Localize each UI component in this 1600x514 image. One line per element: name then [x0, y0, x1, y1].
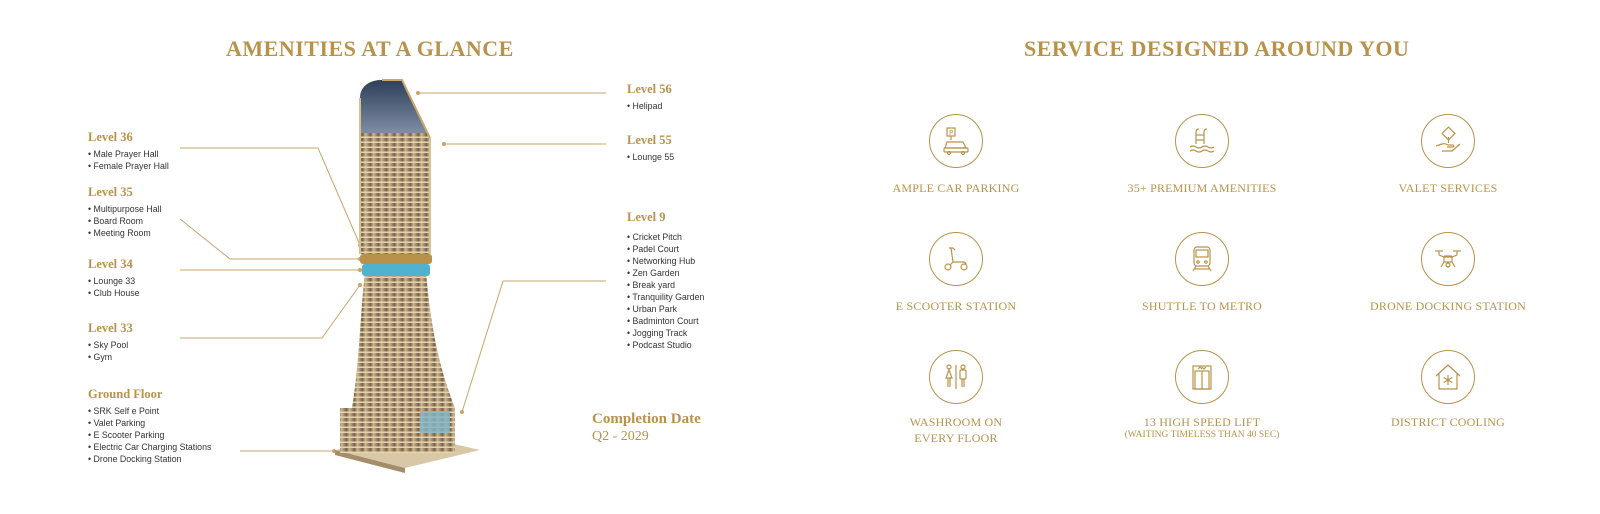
service-e-scooter: [846, 232, 1066, 314]
service-label: DISTRICT COOLING: [1391, 415, 1505, 429]
level-34-block: [88, 257, 140, 299]
level-name: Level 35: [88, 185, 133, 199]
elevator-icon: [1175, 350, 1229, 404]
service-drone-docking: [1338, 232, 1558, 314]
amenity-item: • Valet Parking: [88, 417, 211, 429]
amenity-item: • Jogging Track: [627, 327, 704, 339]
amenity-item: • Helipad: [627, 100, 672, 112]
amenity-item: • Board Room: [88, 215, 162, 227]
tower-illustration: [330, 78, 490, 478]
ground-floor-block: [88, 387, 211, 465]
completion-date: [592, 410, 701, 446]
amenity-item: • Lounge 55: [627, 151, 674, 163]
amenity-item: • Meeting Room: [88, 227, 162, 239]
amenity-item: • Tranquility Garden: [627, 291, 704, 303]
service-label: 13 HIGH SPEED LIFT: [1143, 415, 1261, 429]
svg-text:P: P: [949, 129, 954, 137]
amenity-item: • Club House: [88, 287, 140, 299]
amenity-item: • E Scooter Parking: [88, 429, 211, 441]
service-label: 35+ PREMIUM AMENITIES: [1127, 181, 1277, 195]
amenity-item: • SRK Self e Point: [88, 405, 211, 417]
service-label: E SCOOTER STATION: [895, 299, 1017, 313]
amenity-item: • Gym: [88, 351, 133, 363]
pool-ladder-icon: [1175, 114, 1229, 168]
level-name: Level 34: [88, 257, 133, 271]
amenity-item: • Break yard: [627, 279, 704, 291]
level-36-block: [88, 130, 169, 172]
amenity-item: • Lounge 33: [88, 275, 140, 287]
amenity-item: • Urban Park: [627, 303, 704, 315]
amenity-item: • Sky Pool: [88, 339, 133, 351]
service-label: WASHROOM ON EVERY FLOOR: [909, 415, 1003, 445]
amenity-item: • Cricket Pitch: [627, 231, 704, 243]
level-9-block: [627, 210, 704, 351]
amenity-item: • Zen Garden: [627, 267, 704, 279]
services-title: SERVICE DESIGNED AROUND YOU: [1024, 36, 1410, 61]
level-name: Level 55: [627, 133, 672, 147]
level-name: Level 36: [88, 130, 133, 144]
train-icon: [1175, 232, 1229, 286]
house-snowflake-icon: [1421, 350, 1475, 404]
level-35-block: [88, 185, 162, 239]
completion-value: Q2 - 2029: [592, 429, 649, 444]
valet-key-hand-icon: [1421, 114, 1475, 168]
drone-icon: [1421, 232, 1475, 286]
amenity-item: • Male Prayer Hall: [88, 148, 169, 160]
washroom-icon: [929, 350, 983, 404]
amenity-item: • Padel Court: [627, 243, 704, 255]
service-label: SHUTTLE TO METRO: [1141, 299, 1263, 313]
service-valet: [1338, 114, 1558, 196]
amenity-item: • Podcast Studio: [627, 339, 704, 351]
completion-label: Completion Date: [592, 411, 701, 427]
amenity-item: • Female Prayer Hall: [88, 160, 169, 172]
level-56-block: [627, 82, 672, 112]
level-name: Ground Floor: [88, 387, 163, 401]
service-sublabel: (WAITING TIMELESS THAN 40 SEC): [1124, 430, 1280, 440]
level-name: Level 56: [627, 82, 672, 96]
car-parking-icon: [929, 114, 983, 168]
service-label: DRONE DOCKING STATION: [1370, 299, 1526, 313]
service-premium-amenities: [1092, 114, 1312, 196]
amenity-item: • Multipurpose Hall: [88, 203, 162, 215]
scooter-icon: [929, 232, 983, 286]
level-name: Level 9: [627, 210, 666, 224]
service-car-parking: [846, 114, 1066, 196]
service-washroom: [846, 350, 1066, 446]
service-district-cooling: [1338, 350, 1558, 430]
service-label: AMPLE CAR PARKING: [892, 181, 1020, 195]
amenities-title: AMENITIES AT A GLANCE: [226, 36, 514, 61]
amenity-item: • Drone Docking Station: [88, 453, 211, 465]
amenity-item: • Electric Car Charging Stations: [88, 441, 211, 453]
service-label: VALET SERVICES: [1398, 181, 1498, 195]
service-shuttle-metro: [1092, 232, 1312, 314]
level-name: Level 33: [88, 321, 133, 335]
level-33-block: [88, 321, 133, 363]
amenity-item: • Badminton Court: [627, 315, 704, 327]
service-high-speed-lift: [1092, 350, 1312, 440]
level-55-block: [627, 133, 674, 163]
amenity-item: • Networking Hub: [627, 255, 704, 267]
